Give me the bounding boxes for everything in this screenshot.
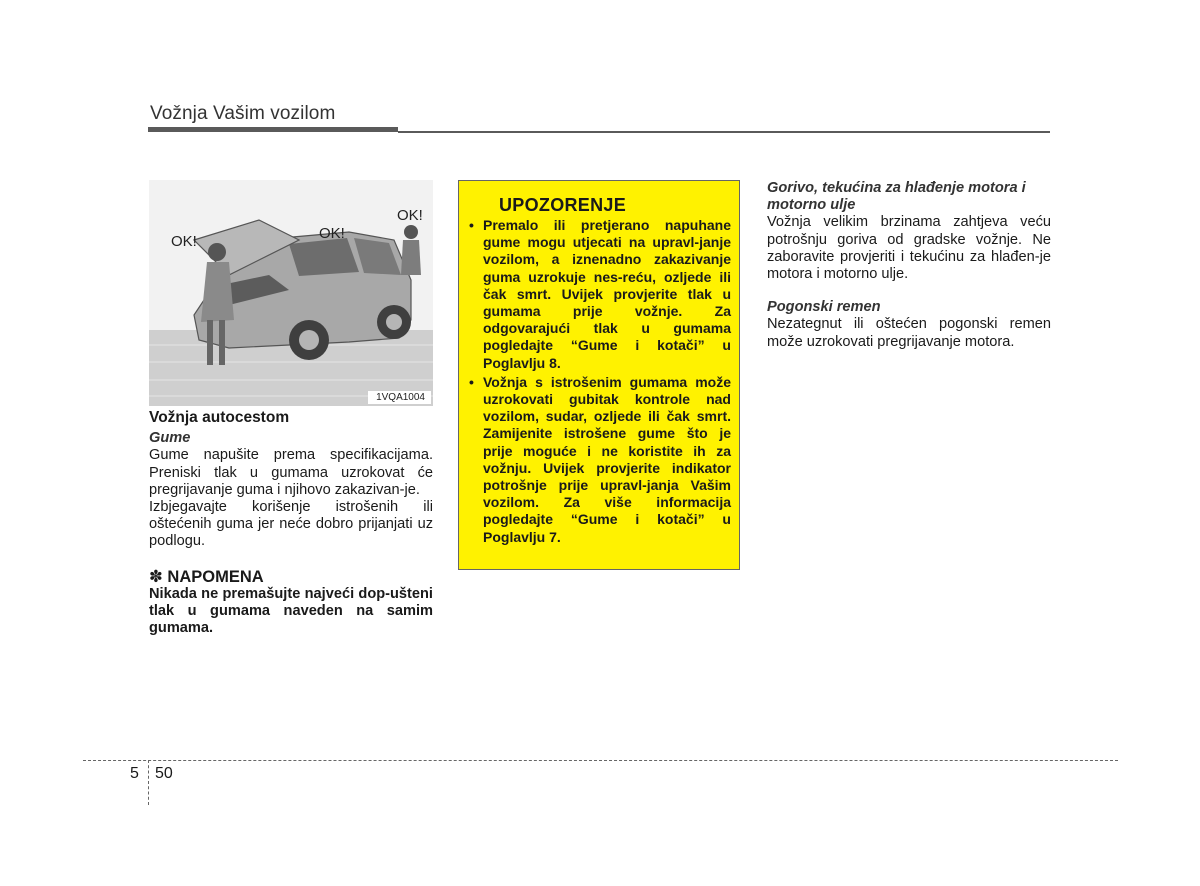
section-heading: Vožnja autocestom [149,409,290,426]
header-rule-thick [148,127,398,132]
belt-heading: Pogonski remen [767,299,881,316]
figure-code: 1VQA1004 [368,391,431,404]
page-number: 50 [155,765,173,782]
speech-ok-2: OK! [319,225,345,242]
warning-item: • Premalo ili pretjerano napuhane gume mogu utjecati na upravl-janje vozilom, a iznenadno zakazivanje guma uzrokuje nes-reću, ozljede ili čak smrt. Uvijek provjerite tlak u gumama prije vožnje. Za odgovarajući tlak u gumama pogledajte “Gume i kotači” u Poglavlju 8. [469,217,731,372]
left-column [149,409,433,637]
note-body: Nikada ne premašujte najveći dop-ušteni tlak u gumama naveden na samim gumama. [149,585,433,637]
speech-ok-3: OK! [397,207,423,224]
warning-list [469,217,731,548]
belt-paragraph: Nezategnut ili oštećen pogonski remen može uzrokovati pregrijavanje motora. [767,316,1051,350]
chapter-number: 5 [130,765,139,782]
fluids-paragraph: Vožnja velikim brzinama zahtjeva veću potrošnju goriva od gradske vožnje. Ne zaboravite provjeriti i tekućinu za hlađen-je motora i motorno ulje. [767,214,1051,283]
warning-box [458,180,740,570]
subsection-heading: Gume [149,430,191,447]
paragraph-1: Gume napušite prema specifikacijama. Preniski tlak u gumama uzrokovat će pregrijavanje guma i njihovo zakazivan-je. [149,447,433,498]
warning-item: • Vožnja s istrošenim gumama može uzrokovati gubitak kontrole nad vozilom, sudar, ozljede ili čak smrt. Zamijenite istrošene gume što je prije moguće i ne koristite ih za vožnju. Uvijek provjerite indikator potrošnje prije upravl-janja Vašim vozilom. Za više informacija pogledajte “Gume i kotači” u Poglavlju 7. [469,374,731,546]
car-check-illustration [149,180,433,406]
page-header-title: Vožnja Vašim vozilom [150,103,336,124]
fluids-heading: Gorivo, tekućina za hlađenje motora i motorno ulje [767,180,1026,214]
note-title: ✽ NAPOMENA [149,567,264,586]
footer-divider [148,760,149,805]
footer-rule [83,760,1118,761]
right-column [767,178,1051,351]
warning-title: UPOZORENJE [499,195,627,215]
speech-ok-1: OK! [171,233,197,250]
paragraph-2: Izbjegavajte korišenje istrošenih ili oštećenih guma jer neće dobro prijanjati uz podlogu. [149,499,433,550]
header-rule-thin [398,131,1050,133]
